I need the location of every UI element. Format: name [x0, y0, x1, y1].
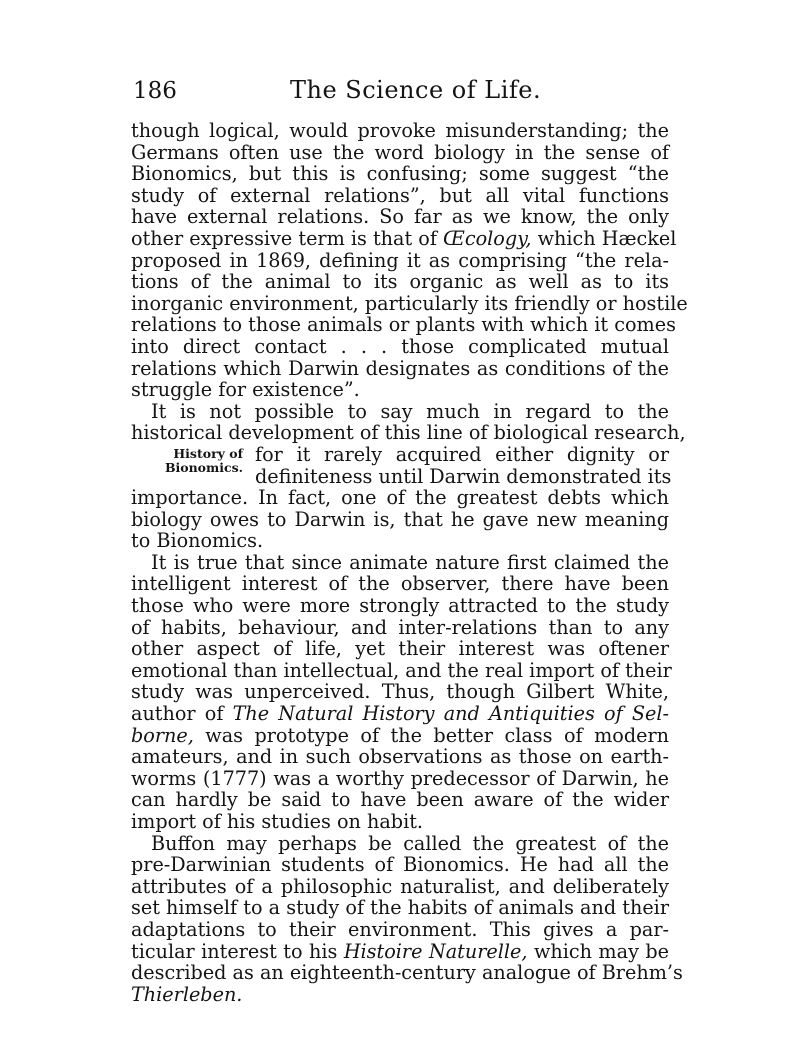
text-segment: relations to those animals or plants with which it comes — [131, 313, 676, 337]
text-line — [131, 681, 669, 703]
text-line — [131, 487, 669, 509]
text-segment: which may be — [527, 939, 670, 963]
text-segment: inorganic environment, particularly its friendly or hostile — [131, 291, 688, 315]
text-line — [131, 897, 669, 919]
italic-text: Histoire Naturelle, — [343, 939, 528, 963]
text-segment: study of external relations”, but all vital functions — [131, 183, 669, 207]
text-line — [131, 595, 669, 617]
italic-text: The Natural History and Antiquities of Sel- — [232, 702, 669, 726]
text-segment: for it rarely acquired either dignity or — [255, 442, 669, 466]
text-line — [131, 185, 669, 207]
text-line — [131, 552, 669, 574]
text-line — [131, 941, 669, 963]
text-line — [131, 509, 669, 531]
text-line — [131, 811, 669, 833]
text-line — [131, 226, 677, 250]
text-line — [131, 961, 683, 985]
text-line — [131, 142, 669, 164]
text-line — [131, 573, 669, 595]
text-segment: Bionomics, but this is confusing; some suggest “the — [131, 162, 669, 186]
text-segment: tions of the animal to its organic as well as to its — [131, 270, 669, 294]
text-segment: emotional than intellectual, and the real import of their — [131, 658, 672, 682]
text-line — [131, 291, 688, 315]
italic-text: Œcology, — [443, 226, 532, 250]
text-line — [131, 358, 669, 380]
text-line — [131, 746, 669, 768]
text-segment: ticular interest to his — [131, 939, 344, 963]
text-line — [131, 833, 669, 855]
text-line — [131, 336, 669, 358]
text-segment: intelligent interest of the observer, there have been — [131, 572, 669, 596]
text-line — [131, 421, 686, 445]
text-segment: study was unperceived. Thus, though Gilbert White, — [131, 680, 669, 704]
text-line — [131, 271, 669, 293]
text-segment: those who were more strongly attracted to the study — [131, 594, 669, 618]
text-segment: amateurs, and in such observations as those on earth- — [131, 745, 669, 769]
text-segment: biology owes to Darwin is, that he gave new meaning — [131, 507, 669, 531]
page-header — [0, 0, 800, 112]
text-segment: of habits, behaviour, and inter-relations than to any — [131, 615, 669, 639]
text-line — [131, 120, 669, 142]
text-line — [131, 919, 669, 941]
marginal-note-line: Bionomics. — [164, 460, 243, 475]
italic-text: Thierleben. — [131, 982, 243, 1006]
text-line — [131, 703, 669, 725]
text-line — [131, 617, 669, 639]
text-line — [131, 163, 669, 185]
text-segment: into direct contact . . . those complicated mutual — [131, 334, 669, 358]
text-segment: definiteness until Darwin demonstrated its — [255, 464, 672, 488]
text-line — [131, 206, 669, 228]
text-segment: proposed in 1869, defining it as comprising “the rela- — [131, 248, 669, 272]
italic-text: borne, — [131, 723, 194, 747]
text-line — [131, 768, 669, 790]
text-segment: It is not possible to say much in regard to the — [151, 399, 669, 423]
page-number: 186 — [133, 78, 177, 104]
text-segment: described as an eighteenth-century analogue of Brehm’s — [131, 961, 683, 985]
text-line — [131, 725, 669, 747]
text-line — [131, 876, 669, 898]
body-text — [131, 119, 688, 1006]
text-line — [131, 313, 676, 337]
text-segment: worms (1777) was a worthy predecessor of Darwin, he — [131, 766, 669, 790]
running-title: The Science of Life. — [290, 76, 542, 104]
text-segment: Germans often use the word biology in the sense of — [131, 140, 669, 164]
text-segment: struggle for existence”. — [131, 378, 360, 402]
text-segment: other expressive term is that of — [131, 226, 444, 250]
text-segment: Buffon may perhaps be called the greatest of the — [151, 831, 669, 855]
text-segment: to Bionomics. — [131, 529, 264, 553]
text-line — [131, 530, 669, 552]
text-segment: have external relations. So far as we know, the only — [131, 205, 669, 229]
text-segment: import of his studies on habit. — [131, 810, 424, 833]
text-segment: other aspect of life, yet their interest was oftener — [131, 637, 669, 661]
text-segment: can hardly be said to have been aware of the wider — [131, 788, 669, 812]
text-line — [131, 789, 669, 811]
text-line — [131, 250, 669, 272]
text-segment: pre-Darwinian students of Bionomics. He had all the — [131, 853, 669, 877]
text-line — [131, 854, 669, 876]
text-line — [131, 379, 669, 401]
text-segment: set himself to a study of the habits of animals and their — [131, 896, 669, 920]
marginal-note-line: History of — [173, 446, 243, 461]
text-segment: historical development of this line of biological research, — [131, 421, 686, 445]
marginal-note — [143, 447, 243, 475]
text-segment: adaptations to their environment. This gives a par- — [131, 917, 669, 941]
text-segment: was prototype of the better class of modern — [193, 723, 669, 747]
text-segment: author of — [131, 702, 233, 726]
text-line — [131, 401, 669, 423]
text-line — [131, 984, 669, 1006]
text-segment: though logical, would provoke misunderstanding; the — [131, 119, 669, 142]
text-segment: importance. In fact, one of the greatest debts which — [131, 486, 669, 510]
text-segment: It is true that since animate nature first claimed the — [151, 550, 669, 574]
text-segment: attributes of a philosophic naturalist, and deliberately — [131, 874, 669, 898]
text-line — [131, 658, 672, 682]
text-line — [131, 638, 669, 660]
text-segment: relations which Darwin designates as conditions of the — [131, 356, 669, 380]
text-segment: which Hæckel — [531, 226, 677, 250]
